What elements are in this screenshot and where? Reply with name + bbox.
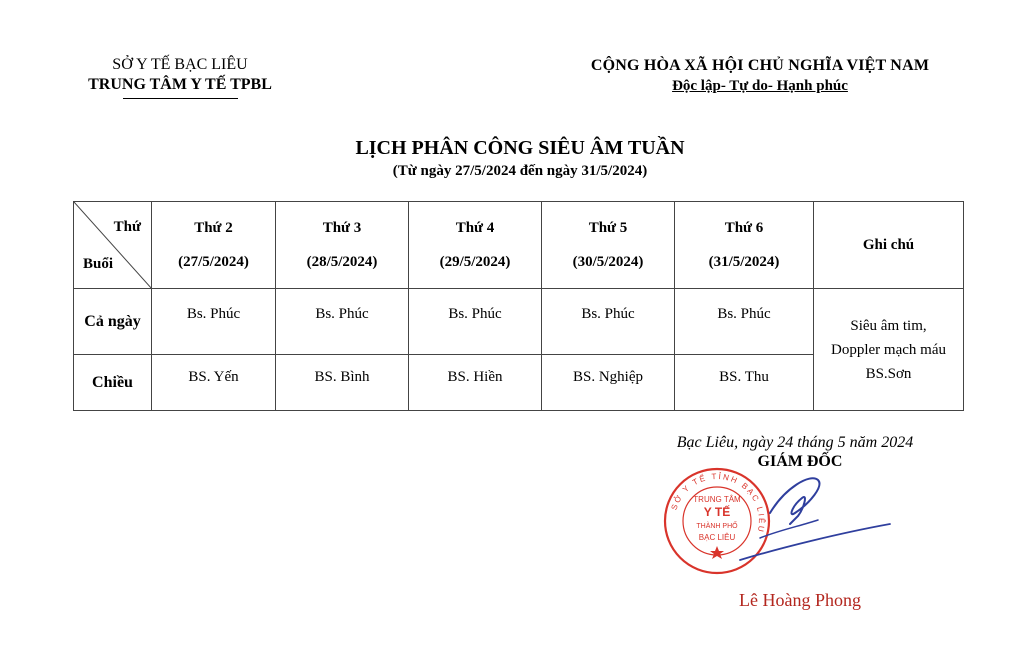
doctor-name: BS. Yến <box>188 369 239 385</box>
day-date: (27/5/2024) <box>178 254 249 270</box>
day-name: Thứ 3 <box>322 220 362 236</box>
day-date: (28/5/2024) <box>306 254 378 270</box>
day-header <box>675 202 814 289</box>
document-title: LỊCH PHÂN CÔNG SIÊU ÂM TUẦN <box>355 137 685 159</box>
doctor-name: BS. Nghiệp <box>572 369 643 385</box>
agency-parent: SỞ Y TẾ BẠC LIÊU <box>112 56 248 73</box>
schedule-cell <box>152 289 276 355</box>
schedule-cell <box>675 355 814 411</box>
row-label: Chiều <box>74 355 152 411</box>
svg-text:BẠC LIÊU: BẠC LIÊU <box>698 533 736 542</box>
day-date: (29/5/2024) <box>439 254 511 270</box>
day-header <box>152 202 276 289</box>
doctor-name: Bs. Phúc <box>581 306 635 322</box>
svg-text:Y TẾ: Y TẾ <box>703 505 731 519</box>
schedule-cell <box>542 355 675 411</box>
diagonal-line <box>74 202 152 289</box>
agency-underline <box>123 98 238 99</box>
schedule-table <box>73 201 964 411</box>
doctor-name: Bs. Phúc <box>315 306 369 322</box>
day-date: (30/5/2024) <box>572 254 644 270</box>
corner-day-label: Thứ <box>113 219 141 235</box>
handwritten-signature <box>700 468 900 578</box>
doctor-name: BS. Bình <box>314 369 370 385</box>
schedule-cell <box>152 355 276 411</box>
issuing-agency <box>60 55 300 99</box>
row-label: Cả ngày <box>74 289 152 355</box>
signer-name: Lê Hoàng Phong <box>739 590 861 610</box>
doctor-name: BS. Thu <box>719 369 769 385</box>
svg-text:THÀNH PHỐ: THÀNH PHỐ <box>696 523 738 530</box>
doctor-name: Bs. Phúc <box>717 306 771 322</box>
day-name: Thứ 4 <box>455 220 495 236</box>
place-and-date: Bạc Liêu, ngày 24 tháng 5 năm 2024 <box>676 434 914 451</box>
schedule-cell <box>276 355 409 411</box>
document-subtitle: (Từ ngày 27/5/2024 đến ngày 31/5/2024) <box>392 163 648 179</box>
doctor-name: Bs. Phúc <box>186 306 241 322</box>
day-name: Thứ 6 <box>724 220 764 236</box>
day-header <box>542 202 675 289</box>
corner-cell <box>74 202 152 289</box>
day-name: Thứ 5 <box>588 220 628 236</box>
day-date: (31/5/2024) <box>708 254 780 270</box>
corner-session-label: Buổi <box>83 256 114 272</box>
note-line: BS.Sơn <box>865 365 912 382</box>
svg-text:TRUNG TÂM: TRUNG TÂM <box>693 495 741 504</box>
day-header <box>409 202 542 289</box>
schedule-cell <box>409 289 542 355</box>
notes-header: Ghi chú <box>814 202 964 289</box>
day-header <box>276 202 409 289</box>
day-name: Thứ 2 <box>194 220 233 236</box>
doctor-name: Bs. Phúc <box>448 306 502 322</box>
schedule-cell <box>542 289 675 355</box>
motto: Độc lập- Tự do- Hạnh phúc <box>672 78 848 94</box>
director-title: GIÁM ĐỐC <box>757 453 843 470</box>
schedule-cell <box>409 355 542 411</box>
national-motto <box>560 56 960 96</box>
table-header-row <box>74 202 964 289</box>
doctor-name: BS. Hiền <box>447 369 503 385</box>
schedule-cell <box>675 289 814 355</box>
table-row <box>74 289 964 355</box>
svg-text:SỞ Y TẾ TỈNH BẠC LIÊU: SỞ Y TẾ TỈNH BẠC LIÊU <box>669 471 767 535</box>
country-name: CỘNG HÒA XÃ HỘI CHỦ NGHĨA VIỆT NAM <box>590 57 930 74</box>
note-line: Siêu âm tim, <box>850 317 927 334</box>
agency-name: TRUNG TÂM Y TẾ TPBL <box>88 76 272 93</box>
notes-cell <box>814 289 964 411</box>
schedule-cell <box>276 289 409 355</box>
note-line: Doppler mạch máu <box>831 341 946 358</box>
